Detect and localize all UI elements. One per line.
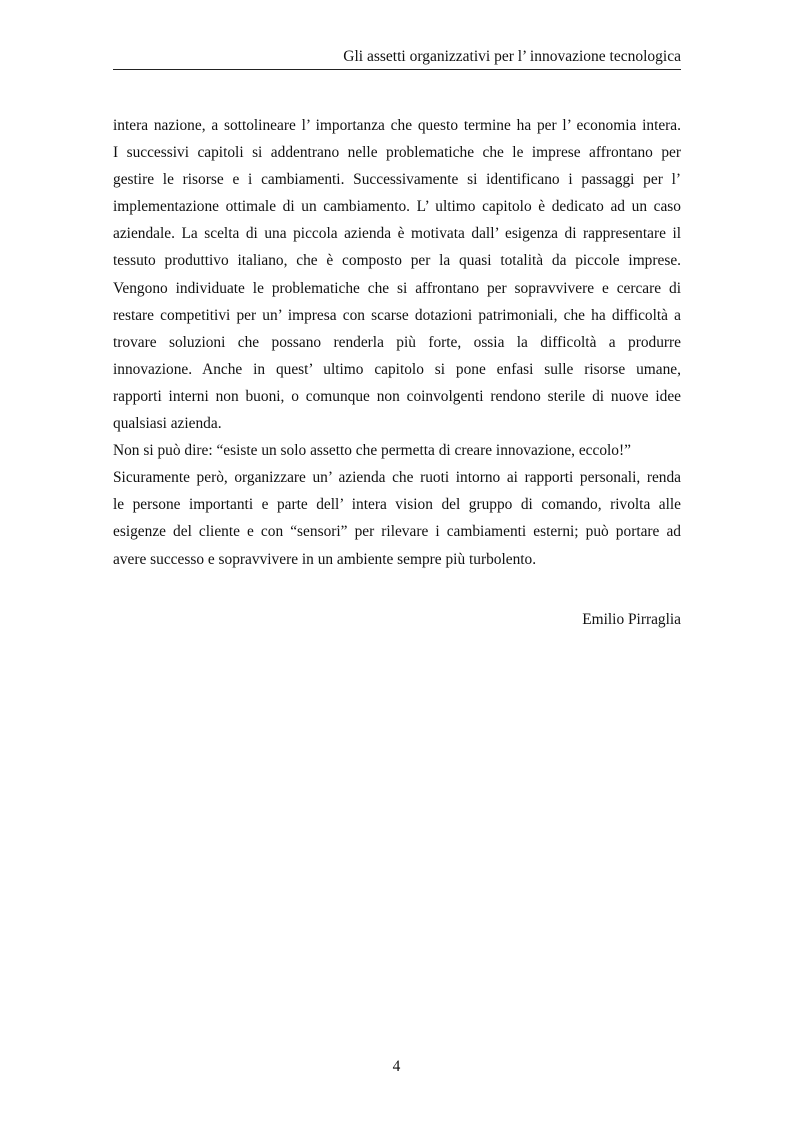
text-line: Sicuramente però, organizzare un’ azienda che ruoti intorno ai rapporti personali, renda xyxy=(113,469,681,487)
paragraph-3 xyxy=(113,464,681,572)
text-line: aziendale. La scelta di una piccola azienda è motivata dall’ esigenza di rappresentare il xyxy=(113,225,681,243)
text-line: I successivi capitoli si addentrano nelle problematiche che le imprese affrontano per xyxy=(113,144,681,162)
text-line: rapporti interni non buoni, o comunque non coinvolgenti rendono sterile di nuove idee xyxy=(113,387,681,405)
text-line: Vengono individuate le problematiche che si affrontano per sopravvivere e cercare di xyxy=(113,279,681,297)
running-header-title: Gli assetti organizzativi per l’ innovazione tecnologica xyxy=(343,48,681,65)
text-line: Non si può dire: “esiste un solo assetto che permetta di creare innovazione, eccolo!” xyxy=(113,442,631,460)
page-number xyxy=(0,1056,793,1078)
text-line: intera nazione, a sottolineare l’ importanza che questo termine ha per l’ economia intera. xyxy=(113,117,681,134)
text-line: implementazione ottimale di un cambiamento. L’ ultimo capitolo è dedicato ad un caso xyxy=(113,198,681,216)
text-line: esigenze del cliente e con “sensori” per rilevare i cambiamenti esterni; può portare ad xyxy=(113,523,681,541)
body-text xyxy=(113,112,681,573)
text-line: gestire le risorse e i cambiamenti. Successivamente si identificano i passaggi per l’ xyxy=(113,171,681,189)
running-header xyxy=(113,47,681,70)
text-line: innovazione. Anche in quest’ ultimo capitolo si pone enfasi sulle risorse umane, xyxy=(113,360,681,378)
text-line: trovare soluzioni che possano renderla più forte, ossia la difficoltà a produrre xyxy=(113,333,681,351)
paragraph-1 xyxy=(113,112,681,437)
paragraph-2 xyxy=(113,437,681,464)
text-line: qualsiasi azienda. xyxy=(113,415,222,433)
text-line: restare competitivi per un’ impresa con scarse dotazioni patrimoniali, che ha difficoltà a xyxy=(113,306,681,324)
text-line: tessuto produttivo italiano, che è composto per la quasi totalità da piccole imprese. xyxy=(113,252,681,270)
author-name: Emilio Pirraglia xyxy=(582,611,681,628)
text-line: le persone importanti e parte dell’ intera vision del gruppo di comando, rivolta alle xyxy=(113,496,681,514)
text-line: avere successo e sopravvivere in un ambiente sempre più turbolento. xyxy=(113,550,537,568)
author-signature xyxy=(113,609,681,631)
page-number-value: 4 xyxy=(392,1058,401,1075)
